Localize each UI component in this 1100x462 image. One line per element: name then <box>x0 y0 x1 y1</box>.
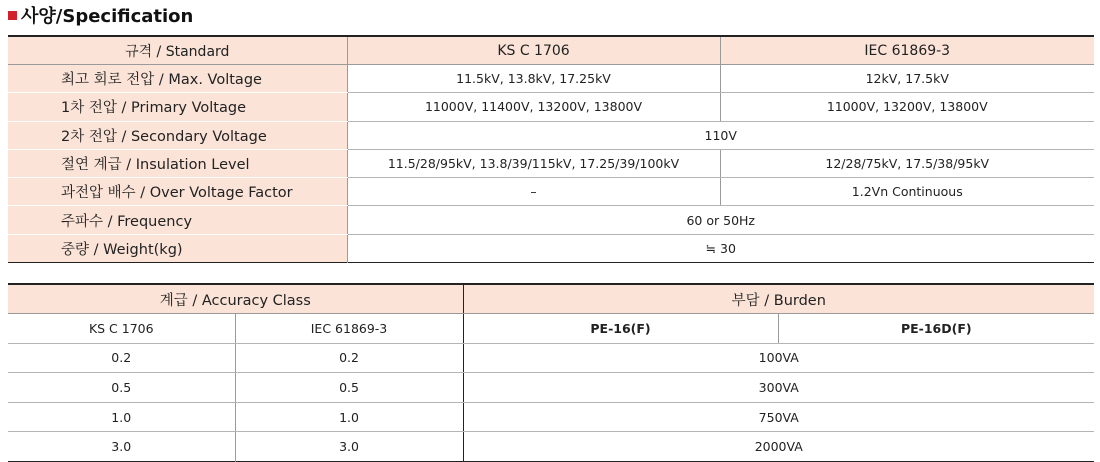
iec-value: 1.2Vn Continuous <box>720 178 1094 206</box>
spec-header-ks: KS C 1706 <box>347 36 720 65</box>
burden-value: 100VA <box>463 343 1094 373</box>
accuracy-class-header: 계급 / Accuracy Class <box>8 284 463 314</box>
table-row <box>8 373 1094 403</box>
ks-class: 1.0 <box>8 402 235 432</box>
ks-value: – <box>347 178 720 206</box>
row-label: 1차 전압 / Primary Voltage <box>8 93 347 121</box>
page-title <box>8 3 193 27</box>
iec-value: 12/28/75kV, 17.5/38/95kV <box>720 149 1094 177</box>
merged-value: ≒ 30 <box>347 234 1094 262</box>
pe16df-subheader: PE-16D(F) <box>778 314 1094 344</box>
spec-row-max-voltage <box>8 65 1094 93</box>
spec-row-frequency <box>8 206 1094 234</box>
merged-value: 110V <box>347 121 1094 149</box>
specification-table <box>8 35 1094 263</box>
burden-value: 300VA <box>463 373 1094 403</box>
burden-value: 2000VA <box>463 432 1094 462</box>
table-row <box>8 343 1094 373</box>
row-label: 최고 회로 전압 / Max. Voltage <box>8 65 347 93</box>
ks-value: 11.5kV, 13.8kV, 17.25kV <box>347 65 720 93</box>
row-label: 주파수 / Frequency <box>8 206 347 234</box>
ks-value: 11.5/28/95kV, 13.8/39/115kV, 17.25/39/100kV <box>347 149 720 177</box>
page-title-text: 사양/Specification <box>21 6 194 27</box>
red-square-icon <box>8 11 17 20</box>
row-label: 2차 전압 / Secondary Voltage <box>8 121 347 149</box>
iec-class: 0.2 <box>235 343 463 373</box>
spec-row-secondary-voltage <box>8 121 1094 149</box>
ks-subheader: KS C 1706 <box>8 314 235 344</box>
spec-row-primary-voltage <box>8 93 1094 121</box>
acc-header-row <box>8 284 1094 314</box>
iec-subheader: IEC 61869-3 <box>235 314 463 344</box>
ks-class: 3.0 <box>111 439 132 455</box>
row-label: 과전압 배수 / Over Voltage Factor <box>8 178 347 206</box>
row-label: 중량 / Weight(kg) <box>8 234 347 262</box>
ks-class: 0.5 <box>8 373 235 403</box>
iec-class: 0.5 <box>235 373 463 403</box>
iec-value: 12kV, 17.5kV <box>720 65 1094 93</box>
iec-class: 3.0 <box>235 432 463 462</box>
spec-row-insulation-level <box>8 149 1094 177</box>
accuracy-burden-table <box>8 283 1094 462</box>
ks-value: 11000V, 11400V, 13200V, 13800V <box>347 93 720 121</box>
burden-header: 부담 / Burden <box>463 284 1094 314</box>
spec-header-standard: 규격 / Standard <box>8 36 347 65</box>
burden-value: 750VA <box>463 402 1094 432</box>
acc-subheader-row <box>8 314 1094 344</box>
iec-value: 11000V, 13200V, 13800V <box>720 93 1094 121</box>
merged-value: 60 or 50Hz <box>347 206 1094 234</box>
spec-header-row <box>8 36 1094 65</box>
table-row <box>8 432 1094 462</box>
iec-class: 1.0 <box>235 402 463 432</box>
row-label: 절연 계급 / Insulation Level <box>8 149 347 177</box>
spec-row-over-voltage-factor <box>8 178 1094 206</box>
pe16f-subheader: PE-16(F) <box>463 314 778 344</box>
spec-row-weight <box>8 234 1094 262</box>
spec-header-iec: IEC 61869-3 <box>720 36 1094 65</box>
table-row <box>8 402 1094 432</box>
ks-class: 0.2 <box>8 343 235 373</box>
